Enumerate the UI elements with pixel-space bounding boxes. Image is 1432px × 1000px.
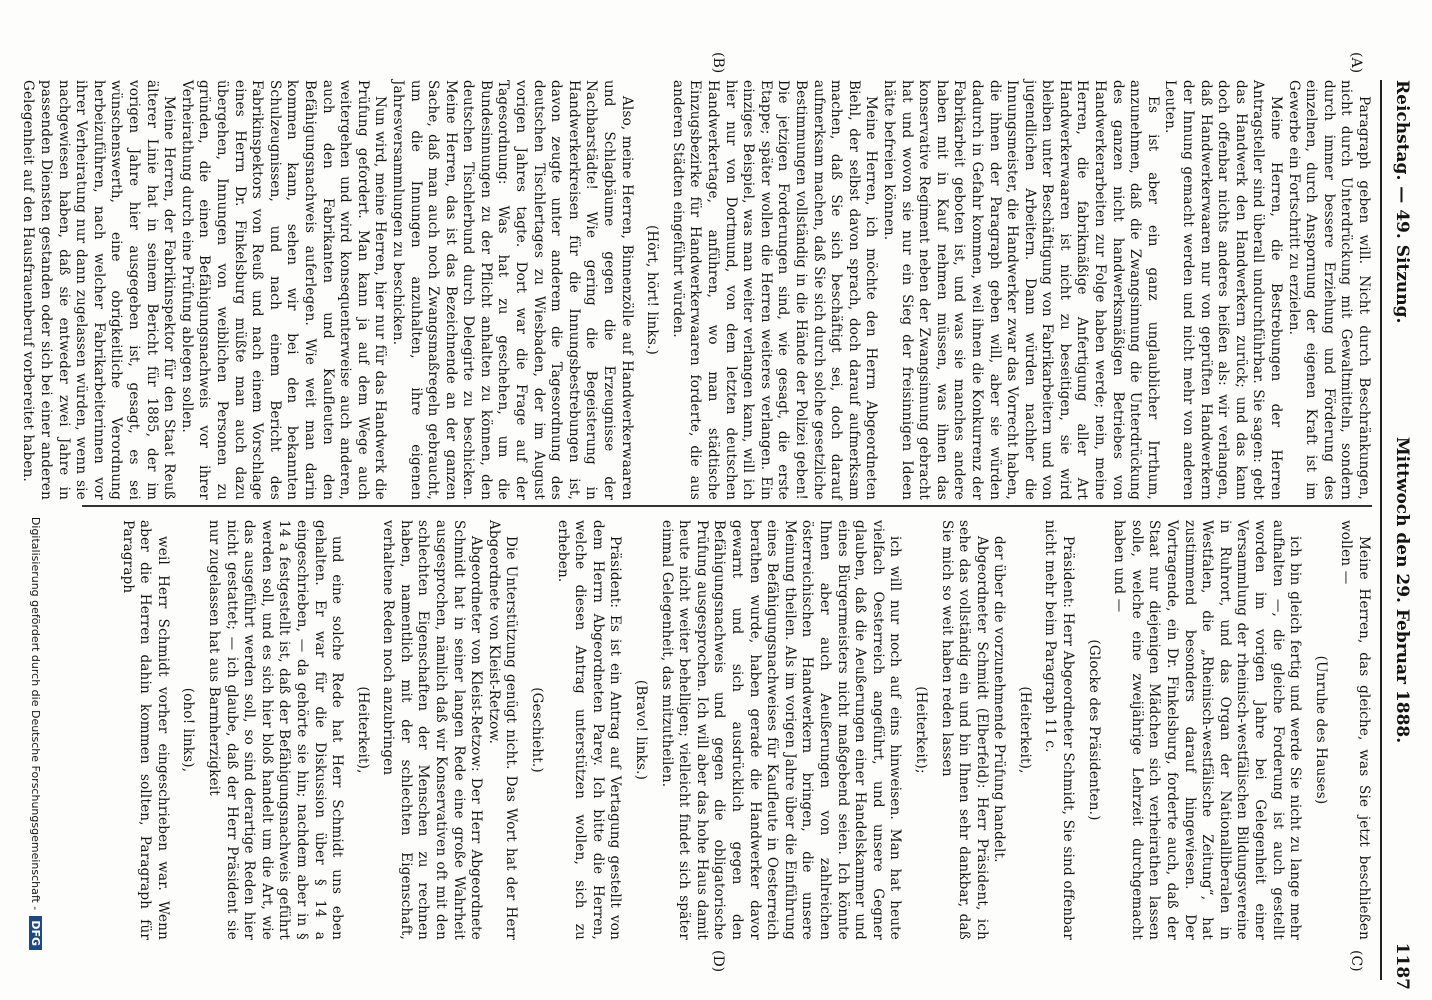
page-header (1382, 80, 1422, 1000)
paragraph: Präsident: Herr Abgeordneter Schmidt, Sie sind offenbar nicht mehr beim Paragraph 11 c. (1042, 520, 1077, 940)
paragraph: Meine Herren, die Bestrebungen der Herren Antragsteller sind überall undurchführbar. Sie sagen: gebt das Handwerk den Handwerkern zurück; und das kann doch offenbar nichts anderes heißen als: wir verlangen, daß Handwerkerwaaren nur von geprüften Handwerkern der Innung gemacht werden und nicht mehr von anderen Leuten. (1162, 80, 1285, 500)
header-center: Mittwoch den 29. Februar 1888. (1392, 436, 1412, 744)
header-rule (1380, 80, 1382, 980)
interjection: (Hört, hört! links.) (644, 224, 661, 356)
footer-text: Digitalisierung gefördert durch die Deutsche Forschungsgemeinschaft - (29, 516, 42, 911)
paragraph: Abgeordneter Schmidt (Elberfeld): Herr Präsident, ich sehe das vollständig ein und bin Ihnen sehr dankbar, daß Sie mich so weit haben reden lassen (938, 520, 990, 940)
left-column (20, 80, 1372, 500)
interjection: (Glocke des Präsidenten.) (1085, 639, 1102, 821)
paragraph: Es ist aber ein ganz unglaublicher Irrthum, anzunehmen, daß die Zwangsinnung die Unterdrückung des ganzen nicht handwerksmäßigen Betriebes von Handwerkerarbeiten zur Folge haben werde; nein, meine Herren, die fabrikmäßige Anfertigung aller Art Handwerkerwaaren ist nicht zu beseitigen, sie wird bleiben unter Beschäftigung von Fabrikarbeitern und von jugendlichen Arbeitern. Dann würden nachher die Innungsmeister, die Handwerker zwar das Vorrecht haben, die ihnen der Paragraph geben will, aber sie würden dadurch in Gefahr kommen, weil ihnen die Konkurrenz der Fabrikarbeit geboten ist, und was sie manches andere haben mit in Kauf nehmen müssen, was ihnen das konservative Regiment neben der Zwangsinnung gebracht hat und wovon sie nur ein Sieg der freisinnigen Ideen hätte befreien können. (880, 80, 1161, 500)
paragraph: der über die vorzunehmende Prüfung handelt. (991, 536, 1008, 863)
column-rule (82, 505, 1372, 507)
margin-marker-c: (C) (1348, 950, 1364, 972)
interjection: (Heiterkeit), (1016, 686, 1033, 774)
interjection: (Heiterkeit); (912, 686, 929, 774)
paragraph: Meine Herren, das gleiche, was Sie jetzt beschließen wollen — (1338, 520, 1372, 940)
paragraph: Präsident: Es ist ein Antrag auf Vertagung gestellt von dem Herrn Abgeordneten Parey. Ich bitte die Herren, welche diesen Antrag unterstützen wollen, sich zu erheben. (554, 520, 624, 940)
paragraph: Meine Herren, der Fabrikinspektor für den Staat Reuß älterer Linie hat in seinem Bericht für 1885, der im vorigen Jahre hier ausgegeben ist, gesagt, es sei wünschenswerth, eine obrigkeitliche Verordnung herbeizuführen, nach welcher Fabrikarbeiterinnen vor ihrer Verheiratung nur dann zugelassen würden, wenn sie nachgewiesen haben, daß sie entweder zwei Jahre in passenden Diensten gestanden oder sich bei einer anderen Gelegenheit auf den Hausfrauenberuf vorbereitet haben. (20, 80, 178, 500)
header-left: Reichstag. — 49. Sitzung. (1392, 80, 1412, 324)
paragraph: weil Herr Schmidt vorher eingeschrieben war. Wenn aber die Herren dahin kommen sollten, Paragraph für Paragraph (119, 520, 171, 940)
interjection: (Geschieht.) (529, 687, 546, 773)
paragraph: Nun wird, meine Herren, hier nur für das Handwerk die Prüfung gefordert. Man kann ja auf dem Wege auch weitergehen und wird konsequenterweise auch anderen, auch den Fabrikanten und Kaufleuten den Befähigungsnachweis auferlegen. Wie weit man darin kommen kann, sehen wir bei den bekannten Schulzeugnissen, und nach einem Bericht des Fabrikinspektors von Reuß und nach einem Vorschlage eines Herrn Dr. Finkelsburg müßte man auch dazu übergehen, Innungen von weiblichen Personen zu gründen, die einen Befähigungsnachweis vor ihrer Verheirathung durch eine Prüfung ablegen sollen. (178, 80, 389, 500)
digitization-footer (29, 30, 42, 950)
interjection: (Bravo! links.) (633, 679, 650, 781)
interjection: (Heiterkeit), (354, 686, 371, 774)
paragraph: und eine solche Rede hat Herr Schmidt uns eben gehalten. Er war für die Diskussion über § 14 a eingeschrieben, — da gehörte sie hin; nachdem aber in § 14 a festgestellt ist, daß der Befähigungsnachweis geführt werden soll, und es sich hier bloß handelt um die Art, wie das ausgeführt werden soll, so sind derartige Reden hier nicht gestattet; — ich glaube, daß der Herr Präsident sie nur zugelassen hat aus Barmherzigkeit (205, 520, 346, 940)
margin-marker-d: (D) (710, 950, 726, 973)
page-number: 1187 (1392, 942, 1412, 990)
margin-marker-b: (B) (710, 52, 726, 74)
interjection: (oho! links), (180, 687, 197, 773)
paragraph: ich will nur noch auf eins hinweisen. Man hat heute vielfach Oesterreich angeführt, und unsere Gegner glauben, daß die Aeußerungen einer Handelskammer und eines Bürgermeisters nicht maßgebend seien. Ich könnte Ihnen aber auch Aeußerungen von zahlreichen österreichischen Handwerkern bringen, die unsere Meinung theilen. Als im vorigen Jahre über die Einführung eines Befähigungsnachweises für Kaufleute in Oesterreich berathen wurde, haben gerade die Handwerker davor gewarnt und sich ausdrücklich gegen den Befähigungsnachweis und gegen die obligatorische Prüfung ausgesprochen. Ich will aber das hohe Haus damit heute nicht weiter behelligen; vielleicht findet sich später einmal Gelegenheit, das mitzutheilen. (658, 520, 904, 940)
margin-marker-a: (A) (1348, 52, 1364, 74)
right-column (72, 520, 1372, 940)
interjection: (Unruhe des Hauses) (1312, 655, 1329, 805)
paragraph: ich bin gleich fertig und werde Sie nicht zu lange mehr aufhalten —, die gleiche Forderung ist auch gestellt worden im vorigen Jahre bei Gelegenheit einer Versammlung der rheinisch-westfälischen Bildungsvereine in Ruhrort, und das Organ der Nationalliberalen in Westfalen, die „Rheinisch-westfälische Zeitung“, hat zustimmend besonders darauf hingewiesen. Der Vortragende, ein Dr. Finkelsburg, forderte auch, daß der Staat nur diejenigen Mädchen sich verheirathen lassen solle, welche eine zweijährige Lehrzeit durchgemacht haben und — (1111, 520, 1304, 940)
dfg-logo: DFG (29, 916, 42, 950)
paragraph: Paragraph geben will. Nicht durch Beschränkungen, nicht durch Unterdrückung mit Gewaltmitteln, sondern durch immer bessere Erziehung und Förderung des einzelnen, durch Anspornung der eigenen Kraft ist im Gewerbe ein Fortschritt zu erzielen. (1285, 80, 1372, 500)
paragraph: Also, meine Herren, Binnenzölle auf Handwerkerwaaren und Schlagbäume gegen die Erzeugnisse der Nachbarstädte! Wie gering die Begeisterung in Handwerkerkreisen für die Innungsbestrebungen ist, davon zeugte unter anderem die Tagesordnung des deutschen Tischlertages zu Wiesbaden, der im August vorigen Jahres tagte. Dort war die Frage auf der Tagesordnung: Was hat zu geschehen, um die Bundesinnungen zu der Pflicht anhalten zu können, den deutschen Tischlerbund durch Delegirte zu beschicken. Meine Herren, das ist das Bezeichnende an der ganzen Sache, daß man auch noch Zwangsmaßregeln gebraucht, um die Innungen anzuhalten, ihre eigenen Jahresversammlungen zu beschicken. (389, 80, 635, 500)
paragraph: Meine Herren, ich möchte den Herrn Abgeordneten Biehl, der selbst davon sprach, doch darauf aufmerksam machen, daß Sie sich beschäftigt sei, doch darauf aufmerksam machen, daß Sie sich durch solche gesetzliche Bestimmungen vollständig in die Hände der Polizei geben! Die jetzigen Forderungen sind, wie gesagt, die erste Etappe; später wollen die Herren weiteres verlangen. Ein einziges Beispiel, was man weiter verlangen kann, will ich hier nur von Dortmund, von dem letzten deutschen Handwerkertage, anführen, wo man städtische Einzugsbezirke für Handwerkerwaaren forderte, die aus anderen Städten eingeführt würden. (669, 80, 880, 500)
paragraph: Abgeordneter von Kleist-Retzow: Der Herr Abgeordnete Schmidt hat in seiner langen Rede eine große Wahrheit ausgesprochen, nämlich daß wir Konservativen oft mit den schlechten Eigenschaften der Menschen zu rechnen haben, namentlich mit der schlechten Eigenschaft, verhaltene Reden noch anzubringen (380, 520, 485, 940)
paragraph: Die Unterstützung genügt nicht. Das Wort hat der Herr Abgeordnete von Kleist-Retzow. (485, 520, 520, 940)
